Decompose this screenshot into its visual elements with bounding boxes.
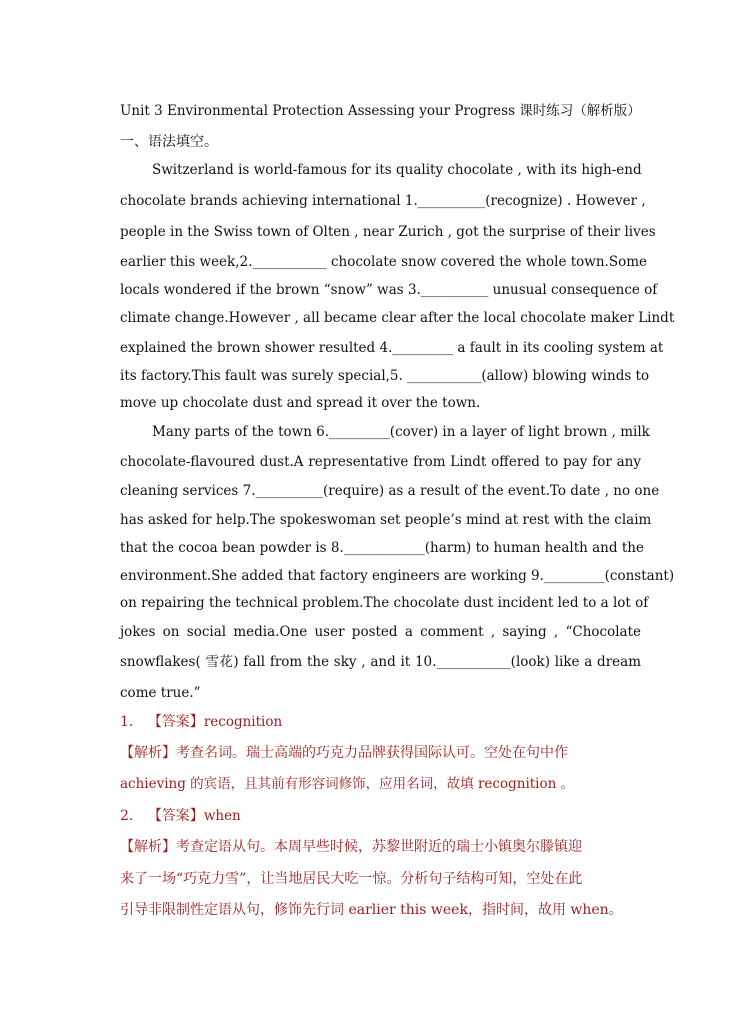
passage-line: people in the Swiss town of Olten , near Zurich , got the surprise of their lives	[120, 224, 656, 240]
analysis-2-line: 来了一场“巧克力雪”，让当地居民大吃一惊。分析句子结构可知，空处在此	[120, 871, 583, 887]
passage-line: that the cocoa bean powder is 8.____________(harm) to human health and the	[120, 540, 644, 556]
passage-line: Many parts of the town 6._________(cover) in a layer of light brown , milk	[152, 424, 650, 440]
passage-line: has asked for help.The spokeswoman set people’s mind at rest with the claim	[120, 512, 652, 528]
analysis-2-line	[120, 836, 641, 858]
analysis-1-line	[120, 742, 641, 764]
passage-line: chocolate-flavoured dust.A representative from Lindt offered to pay for any	[120, 454, 641, 470]
passage-line: locals wondered if the brown “snow” was 3.__________ unusual consequence of	[120, 282, 658, 298]
analysis-2-line: 引导非限制性定语从句，修饰先行词 earlier this week，指时间，故用 when。	[120, 902, 623, 918]
passage-line: come true.”	[120, 685, 201, 701]
passage-line: on repairing the technical problem.The chocolate dust incident led to a lot of	[120, 595, 649, 611]
answer-2	[120, 805, 641, 827]
passage-line: cleaning services 7.__________(require) as a result of the event.To date , no one	[120, 483, 660, 499]
passage-line: climate change.However , all became clear after the local chocolate maker Lindt	[120, 310, 675, 326]
analysis-1-line: achieving 的宾语，且其前有形容词修饰，应用名词，故填 recognition 。	[120, 776, 575, 792]
passage-line: Switzerland is world-famous for its quality chocolate , with its high-end	[152, 162, 642, 178]
passage-line: jokes on social media.One user posted a comment , saying , “Chocolate	[120, 624, 641, 640]
document-title: Unit 3 Environmental Protection Assessing your Progress 课时练习（解析版）	[120, 103, 641, 119]
answer-value: recognition	[203, 714, 283, 730]
passage-line: snowflakes( 雪花) fall from the sky , and it 10.___________(look) like a dream	[120, 654, 641, 670]
analysis-tag: 【解析】	[120, 745, 176, 761]
passage-line: move up chocolate dust and spread it over the town.	[120, 395, 481, 411]
passage-line: chocolate brands achieving international 1.__________(recognize) . However ,	[120, 193, 646, 209]
answer-number: 2.	[120, 808, 134, 824]
answer-number: 1.	[120, 714, 134, 730]
answer-tag: 【答案】	[147, 808, 204, 824]
section-heading: 一、语法填空。	[120, 134, 218, 150]
passage-line: environment.She added that factory engineers are working 9._________(constant)	[120, 568, 675, 584]
analysis-text: 考查名词。瑞士高端的巧克力品牌获得国际认可。空处在句中作	[176, 745, 568, 761]
passage-line: explained the brown shower resulted 4._________ a fault in its cooling system at	[120, 340, 664, 356]
analysis-text: 考查定语从句。本周早些时候，苏黎世附近的瑞士小镇奥尔滕镇迎	[176, 839, 582, 855]
answer-tag: 【答案】	[147, 714, 204, 730]
passage-line: its factory.This fault was surely special,5. ___________(allow) blowing winds to	[120, 368, 650, 384]
passage-line: earlier this week,2.___________ chocolate snow covered the whole town.Some	[120, 254, 648, 270]
analysis-tag: 【解析】	[120, 839, 176, 855]
answer-1	[120, 711, 641, 733]
answer-value: when	[203, 808, 241, 824]
